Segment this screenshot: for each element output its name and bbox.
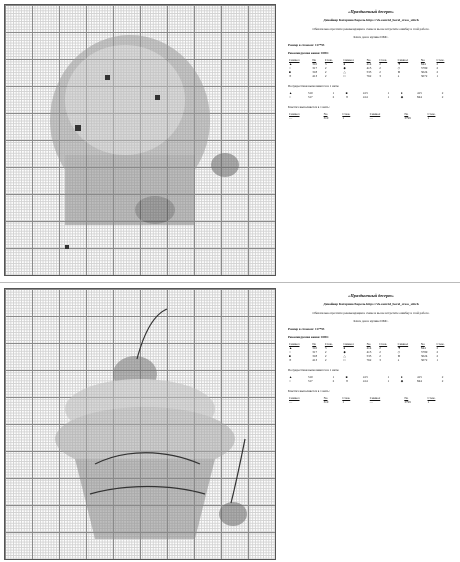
half-stitch-heading: Полукрестики выполняются в 1 нить: — [288, 84, 340, 88]
cupcake-pattern-icon — [5, 289, 276, 560]
page-divider — [0, 282, 460, 283]
designer-credit: Дизайнер Катерина Борель https://vk.com/id_borel_cross_stitch — [323, 18, 419, 22]
legend-table: Символ No Стеж. Символ No Стеж. Символ No Стеж. ▲ 310 3 ● 414 2 ▼ 844 2 ○ 317 2 ◆ 415 2 ◇ 3799 2 ■ 318 2 △ 535 2 ★ 3024 2 ✕ 413 2 □ 762 3 ◐ 3072 1 — [288, 342, 454, 362]
table-row: ○ 317 2 ✕ 414 1 ◆ 844 2 — [289, 95, 444, 99]
canvas-row: Рекомендуемая канва: DMC — [288, 335, 329, 339]
table-row: ▲ 310 3 ● 414 2 ▼ 844 2 — [289, 346, 439, 350]
backstitch-table: Символ No Стеж. Символ No Стеж. — 310 1 — 3799 1 — [288, 112, 454, 120]
pattern-title: «Праздничный десерт» — [348, 9, 394, 14]
note-line: Ключ дан в мулине DMC. — [353, 319, 389, 323]
pattern-sheet-2 — [0, 284, 460, 562]
pattern-key-2 — [288, 292, 454, 409]
table-row: ○ 317 2 ◆ 415 2 ◇ 3799 2 — [289, 350, 439, 354]
backstitch-table: Символ No Стеж. Символ No Стеж. — 310 1 — 3799 1 — [288, 396, 454, 404]
designer-credit: Дизайнер Катерина Борель https://vk.com/id_borel_cross_stitch — [323, 302, 419, 306]
size-row: Размер в стежках: 117*93 — [288, 327, 325, 331]
legend-table: Символ No Стеж. Символ No Стеж. Символ No Стеж. ▲ 310 3 ● 414 2 ▼ 844 2 ○ 317 2 ◆ 415 2 ◇ 3799 2 ■ 318 2 △ 535 2 ★ 3024 2 ✕ 413 2 □ 762 3 ◐ 3072 1 — [288, 58, 454, 78]
backstitch-heading: Бэкстич выполняется в 1 нить: — [288, 389, 330, 393]
half-stitch-table — [288, 91, 454, 99]
size-row: Размер в стежках: 117*93 — [288, 43, 325, 47]
table-row: ▲ 310 1 ■ 413 1 ● 415 2 — [289, 375, 444, 379]
half-stitch-heading: Полукрестики выполняются в 1 нить: — [288, 368, 340, 372]
canvas-row: Рекомендуемая канва: DMC — [288, 51, 329, 55]
table-row: ✕ 413 2 □ 762 3 ◐ 3072 1 — [289, 74, 439, 78]
intro-text: Обязательно прочтите рекомендации к схеме и вы не встретите ошибку в этой работе. — [312, 27, 430, 31]
stitch-chart-1 — [4, 4, 276, 276]
table-row: ○ 317 2 ◆ 415 2 ◇ 3799 2 — [289, 66, 439, 70]
table-row: ■ 318 2 △ 535 2 ★ 3024 2 — [289, 70, 439, 74]
cupcake-pattern-icon — [5, 5, 276, 276]
half-stitch-table — [288, 375, 454, 383]
note-line: Ключ дан в мулине DMC. — [353, 35, 389, 39]
table-row: ○ 317 2 ✕ 414 1 ◆ 844 2 — [289, 379, 444, 383]
table-row: ▲ 310 1 ■ 413 1 ● 415 2 — [289, 91, 444, 95]
backstitch-heading: Бэкстич выполняется в 1 нить: — [288, 105, 330, 109]
pattern-key-1 — [288, 8, 454, 125]
table-row: ✕ 413 2 □ 762 3 ◐ 3072 1 — [289, 358, 439, 362]
table-row: ■ 318 2 △ 535 2 ★ 3024 2 — [289, 354, 439, 358]
intro-text: Обязательно прочтите рекомендации к схеме и вы не встретите ошибку в этой работе. — [312, 311, 430, 315]
pattern-title: «Праздничный десерт» — [348, 293, 394, 298]
stitch-chart-2 — [4, 288, 276, 560]
table-row: ▲ 310 3 ● 414 2 ▼ 844 2 — [289, 62, 439, 66]
table-row: — 310 1 — 3799 1 — [289, 400, 430, 404]
table-row: — 310 1 — 3799 1 — [289, 116, 430, 120]
